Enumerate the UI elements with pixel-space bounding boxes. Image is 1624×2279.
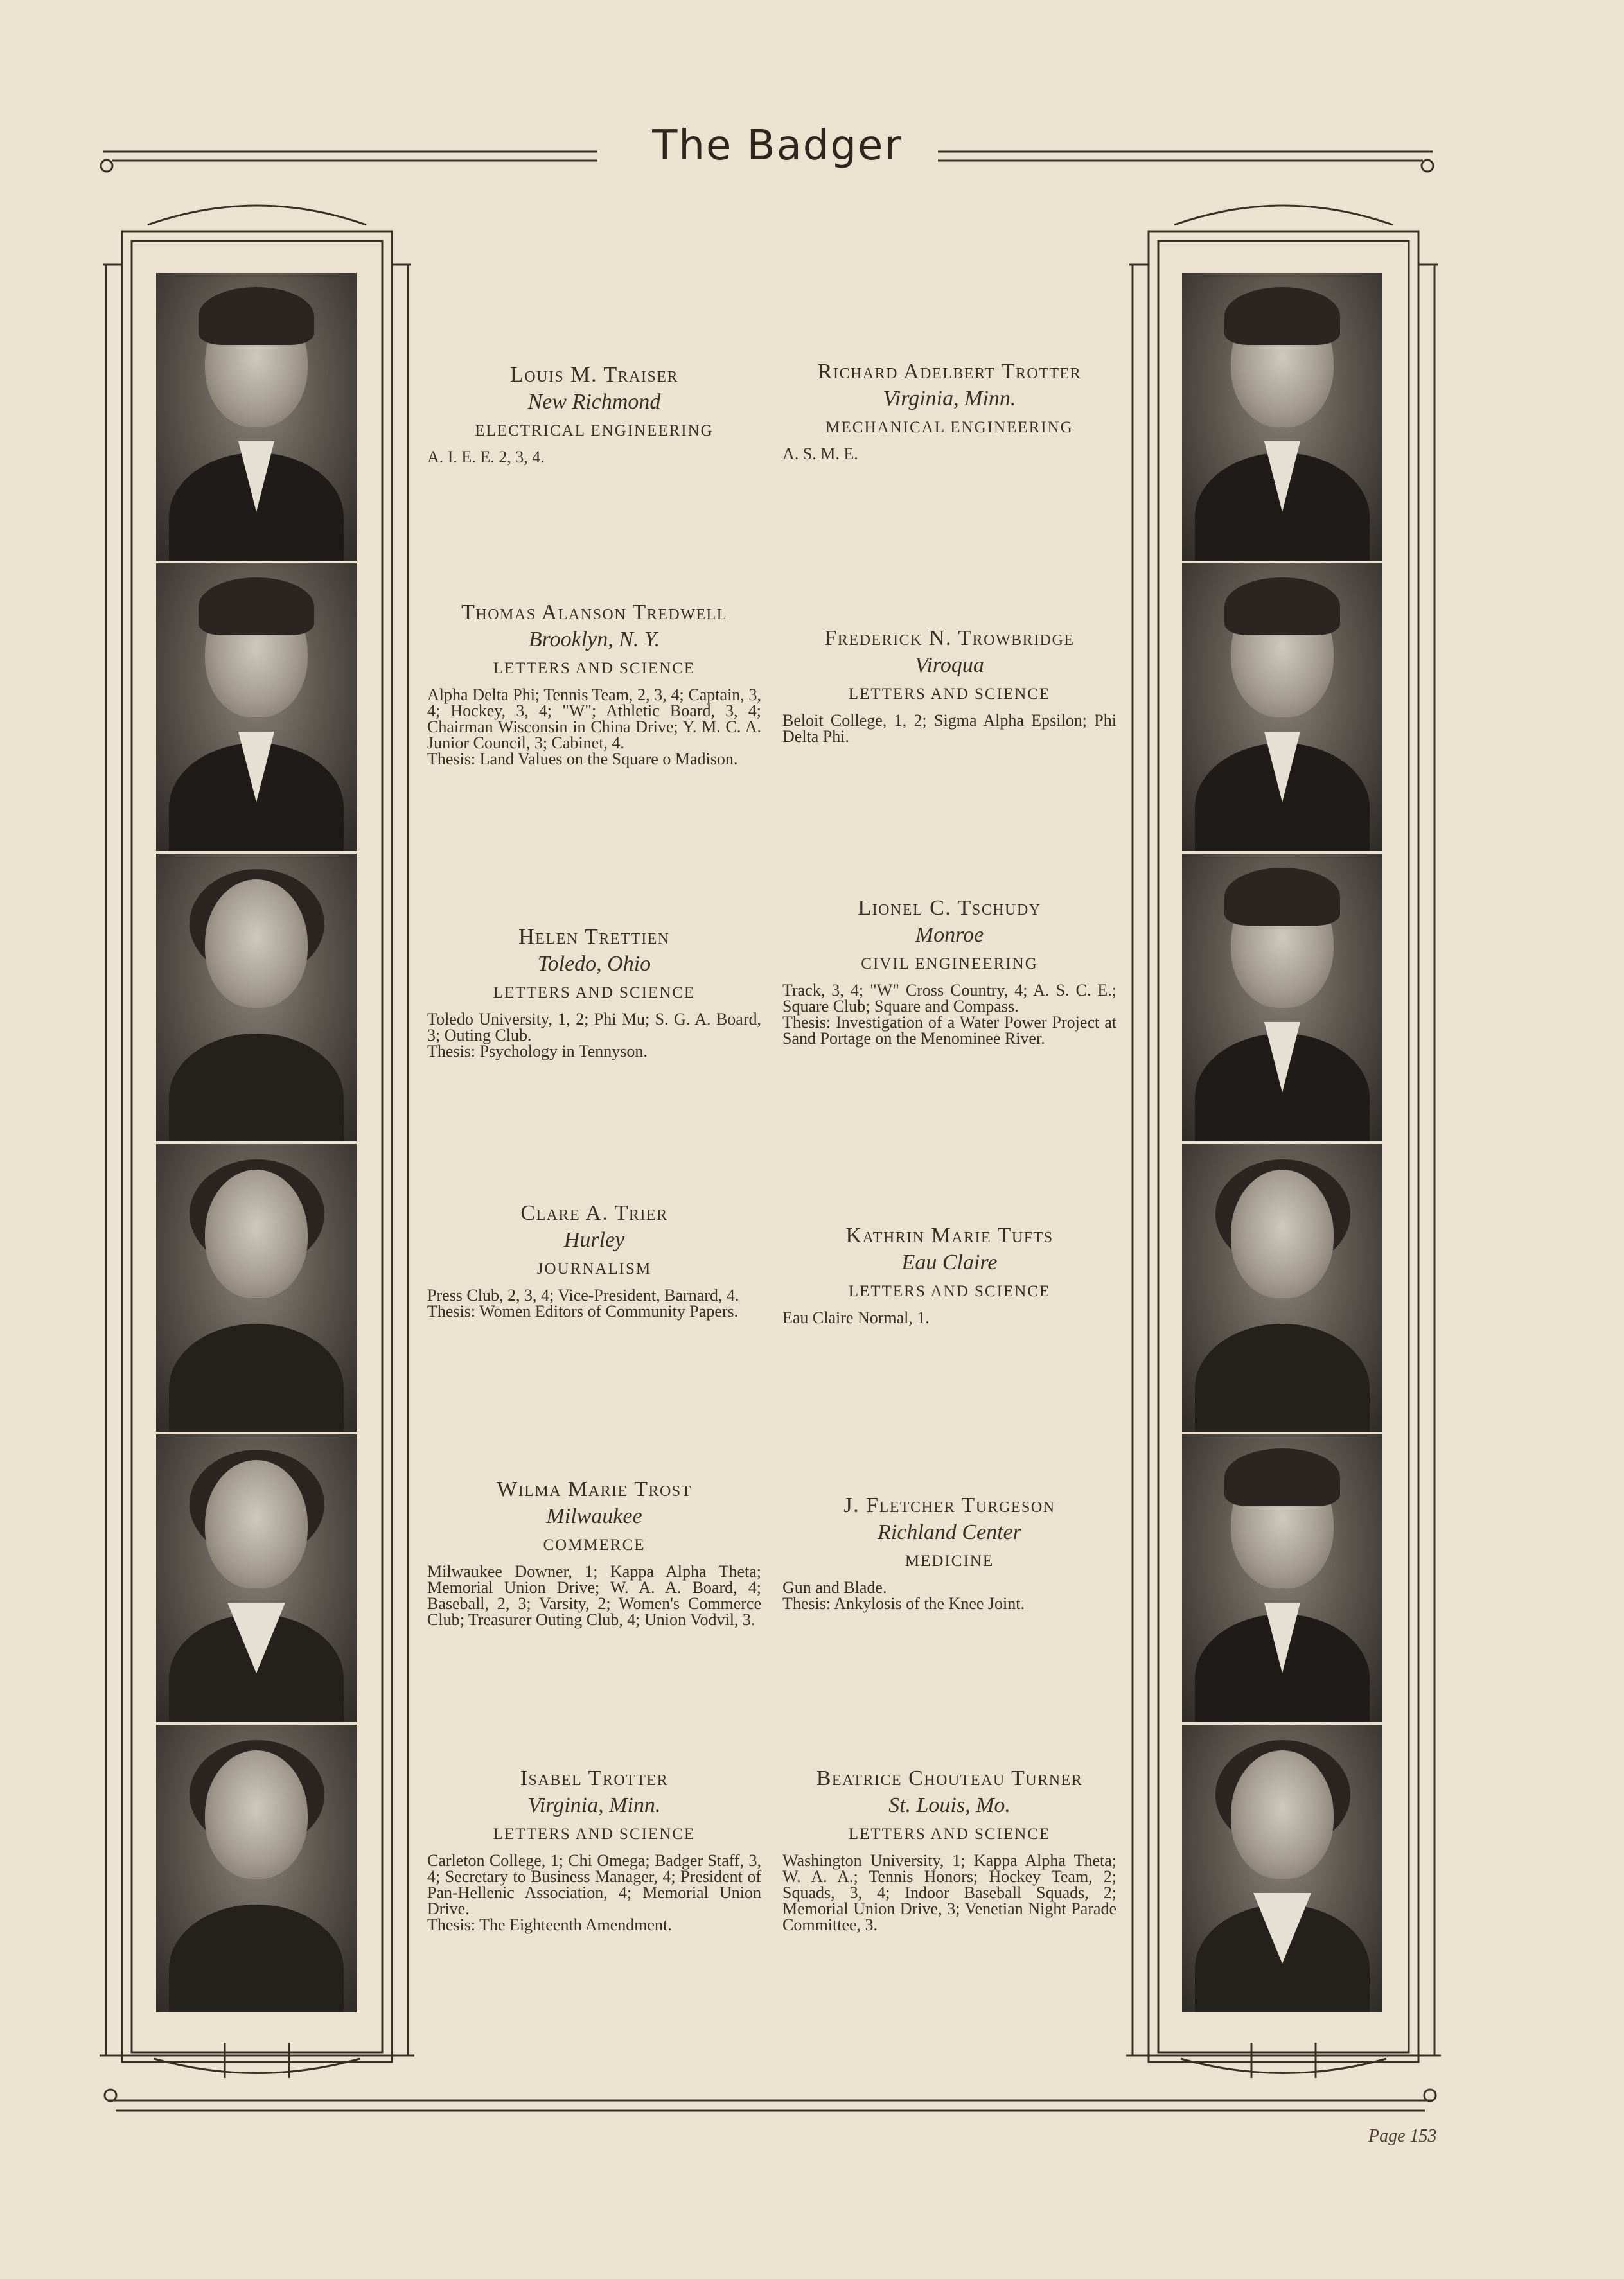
student-name: Clare A. Trier — [520, 1201, 668, 1225]
department: JOURNALISM — [536, 1260, 652, 1278]
hometown: Toledo, Ohio — [537, 952, 651, 976]
portrait-photo — [156, 1725, 357, 2012]
activities: Press Club, 2, 3, 4; Vice-President, Barnard, 4. Thesis: Women Editors of Community Papers. — [427, 1286, 739, 1321]
department: LETTERS AND SCIENCE — [848, 1826, 1051, 1843]
hometown: Brooklyn, N. Y. — [528, 628, 660, 651]
portrait-photo — [156, 1144, 357, 1432]
activities: A. S. M. E. — [782, 444, 858, 463]
biography-entry — [782, 896, 1116, 1046]
activities: Toledo University, 1, 2; Phi Mu; S. G. A. Board, 3; Outing Club. Thesis: Psychology in Tennyson. — [427, 1010, 761, 1060]
department: LETTERS AND SCIENCE — [493, 660, 696, 677]
student-name: Louis M. Traiser — [509, 363, 678, 387]
department: LETTERS AND SCIENCE — [848, 685, 1051, 703]
activities: Track, 3, 4; "W" Cross Country, 4; A. S. C. E.; Square Club; Square and Compass. Thesis: Investigation of a Water Power Project at Sand Portage on the Menominee River. — [782, 981, 1116, 1048]
student-name: Lionel C. Tschudy — [858, 896, 1041, 920]
biography-entry — [782, 626, 1116, 744]
student-name: Richard Adelbert Trotter — [817, 360, 1082, 383]
biography-entry — [782, 360, 1116, 462]
portrait-photo — [1182, 854, 1382, 1141]
department: LETTERS AND SCIENCE — [493, 984, 696, 1001]
portrait-photo — [156, 854, 357, 1141]
biography-entry — [782, 1224, 1116, 1326]
portrait-photo — [156, 273, 357, 561]
activities: Carleton College, 1; Chi Omega; Badger Staff, 3, 4; Secretary to Business Manager, 4; President of Pan-Hellenic Association, 4; Memorial Union Drive. Thesis: The Eighteenth Amendment. — [427, 1851, 761, 1934]
activities: Beloit College, 1, 2; Sigma Alpha Epsilon; Phi Delta Phi. — [782, 711, 1116, 746]
hometown: St. Louis, Mo. — [888, 1793, 1011, 1817]
department: CIVIL ENGINEERING — [861, 955, 1038, 972]
department: ELECTRICAL ENGINEERING — [475, 422, 714, 439]
activities: Washington University, 1; Kappa Alpha Theta; W. A. A.; Tennis Honors; Hockey Team, 2; Squads, 3, 4; Indoor Baseball Squads, 2; Memorial Union Drive, 3; Venetian Night Parade Committee, 3. — [782, 1851, 1116, 1934]
department: LETTERS AND SCIENCE — [848, 1283, 1051, 1300]
biography-entry — [427, 1201, 761, 1319]
department: MECHANICAL ENGINEERING — [825, 419, 1073, 436]
biography-entry — [427, 363, 761, 465]
department: LETTERS AND SCIENCE — [493, 1826, 696, 1843]
biography-entry — [782, 1493, 1116, 1612]
activities: Eau Claire Normal, 1. — [782, 1308, 930, 1327]
hometown: Virginia, Minn. — [883, 387, 1016, 410]
hometown: Viroqua — [915, 653, 984, 677]
student-name: Thomas Alanson Tredwell — [461, 601, 727, 624]
hometown: Richland Center — [878, 1520, 1021, 1544]
hometown: Eau Claire — [901, 1251, 998, 1274]
hometown: Virginia, Minn. — [527, 1793, 661, 1817]
portrait-photo — [1182, 1725, 1382, 2012]
student-name: Beatrice Chouteau Turner — [816, 1766, 1083, 1790]
portrait-photo — [1182, 1434, 1382, 1722]
page-title: The Badger — [652, 122, 903, 170]
hometown: Hurley — [563, 1228, 625, 1252]
student-name: Wilma Marie Trost — [497, 1477, 692, 1501]
hometown: Milwaukee — [546, 1504, 642, 1528]
page-number: Page 153 — [1368, 2126, 1437, 2146]
student-name: Helen Trettien — [518, 925, 670, 949]
portrait-photo — [1182, 273, 1382, 561]
hometown: Monroe — [915, 923, 984, 947]
hometown: New Richmond — [527, 390, 661, 414]
activities: Gun and Blade. Thesis: Ankylosis of the Knee Joint. — [782, 1578, 1025, 1613]
portrait-photo — [1182, 1144, 1382, 1432]
biography-entry — [427, 1766, 761, 1933]
portrait-photo — [156, 1434, 357, 1722]
student-name: Isabel Trotter — [520, 1766, 669, 1790]
portrait-photo — [156, 563, 357, 851]
activities: Alpha Delta Phi; Tennis Team, 2, 3, 4; Captain, 3, 4; Hockey, 3, 4; "W"; Athletic Board, 3, 4; Chairman Wisconsin in China Drive; Y. M. C. A. Junior Council, 3; Cabinet, 4. Thesis: Land Values on the Square o Madison. — [427, 685, 761, 768]
biography-entry — [427, 925, 761, 1059]
student-name: J. Fletcher Turgeson — [843, 1493, 1055, 1517]
biography-entry — [427, 601, 761, 767]
biography-entry — [427, 1477, 761, 1628]
portrait-photo — [1182, 563, 1382, 851]
department: COMMERCE — [543, 1536, 646, 1554]
department: MEDICINE — [905, 1553, 994, 1570]
activities: Milwaukee Downer, 1; Kappa Alpha Theta; Memorial Union Drive; W. A. A. Board, 4; Baseball, 2, 3; Varsity, 2; Women's Commerce Club; Treasurer Outing Club, 4; Union Vodvil, 3. — [427, 1562, 761, 1629]
student-name: Frederick N. Trowbridge — [824, 626, 1075, 650]
biography-entry — [782, 1766, 1116, 1933]
student-name: Kathrin Marie Tufts — [845, 1224, 1054, 1247]
activities: A. I. E. E. 2, 3, 4. — [427, 448, 545, 466]
